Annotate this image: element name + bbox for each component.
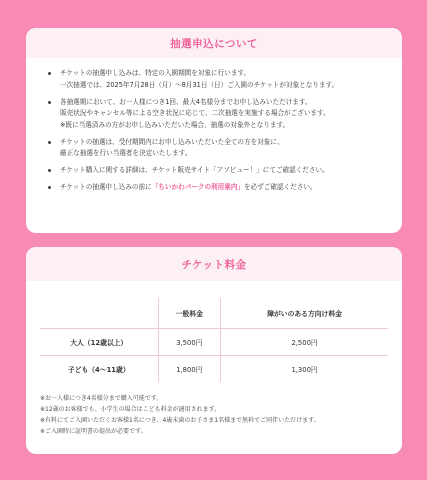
pricing-card [26,247,402,454]
footnote: ※お一人様につき4名様分まで購入可能です。 [40,395,163,402]
price-table-header [40,298,388,328]
lottery-note: チケットの抽選申し込みは、特定の入園期間を対象に行います。 一次抽選では、2025年7月28日（月）〜8月31日（日）ご入園のチケットが対象となります。 [46,68,388,91]
lottery-note: チケットの抽選は、受付期間内にお申し込みいただいた全ての方を対象に、 厳正な抽選を行い当選者を決定いたします。 [46,137,388,160]
bullet-icon [48,169,51,172]
price-cell: 1,800円 [158,355,221,382]
header-cell-disability: 障がいのある方向け料金 [221,298,388,328]
bullet-icon [48,141,51,144]
price-table [40,298,388,382]
lottery-notes-list [26,58,402,194]
bullet-icon [48,186,51,189]
pricing-title: チケット料金 [26,247,402,281]
lottery-info-card [26,28,402,233]
header-cell-empty [40,298,158,328]
lottery-info-title: 抽選申込について [26,28,402,58]
footnote: ※有料にてご入園いただくお客様1名につき、4歳未満のお子さま1名様まで無料でご同伴いただけます。 [40,417,320,424]
bullet-icon [48,72,51,75]
lottery-note: チケット購入に関する詳細は、チケット販売サイト「アソビュー！」にてご確認ください。 [46,165,388,177]
header-cell-general: 一般料金 [158,298,221,328]
lottery-note: 各抽選期において、お一人様につき1回、最大4名様分までお申し込みいただけます。 販売状況やキャンセル等による空き状況に応じて、二次抽選を実施する場合がございます。 ※既に当選済みの方がお申し込みいただいた場合、抽選の対象外となります。 [46,97,388,132]
footnote: ※12歳のお客様でも、小学生の場合はこども料金が適用されます。 [40,406,221,413]
price-cell: 3,500円 [158,328,221,355]
price-cell: 2,500円 [221,328,388,355]
row-label: 子ども（4〜11歳） [40,355,158,382]
table-row [40,355,388,382]
lottery-note: チケットの抽選申し込みの前に「ちいかわパークの利用案内」を必ずご確認ください。 [46,182,388,194]
row-label: 大人（12歳以上） [70,338,128,347]
price-cell: 1,300円 [221,355,388,382]
pricing-footnotes [26,382,402,437]
table-row [40,328,388,355]
footnote: ※ご入園時に証明書の提出が必要です。 [40,428,147,435]
bullet-icon [48,101,51,104]
park-guide-link[interactable]: 「ちいかわパークの利用案内」 [151,183,245,191]
